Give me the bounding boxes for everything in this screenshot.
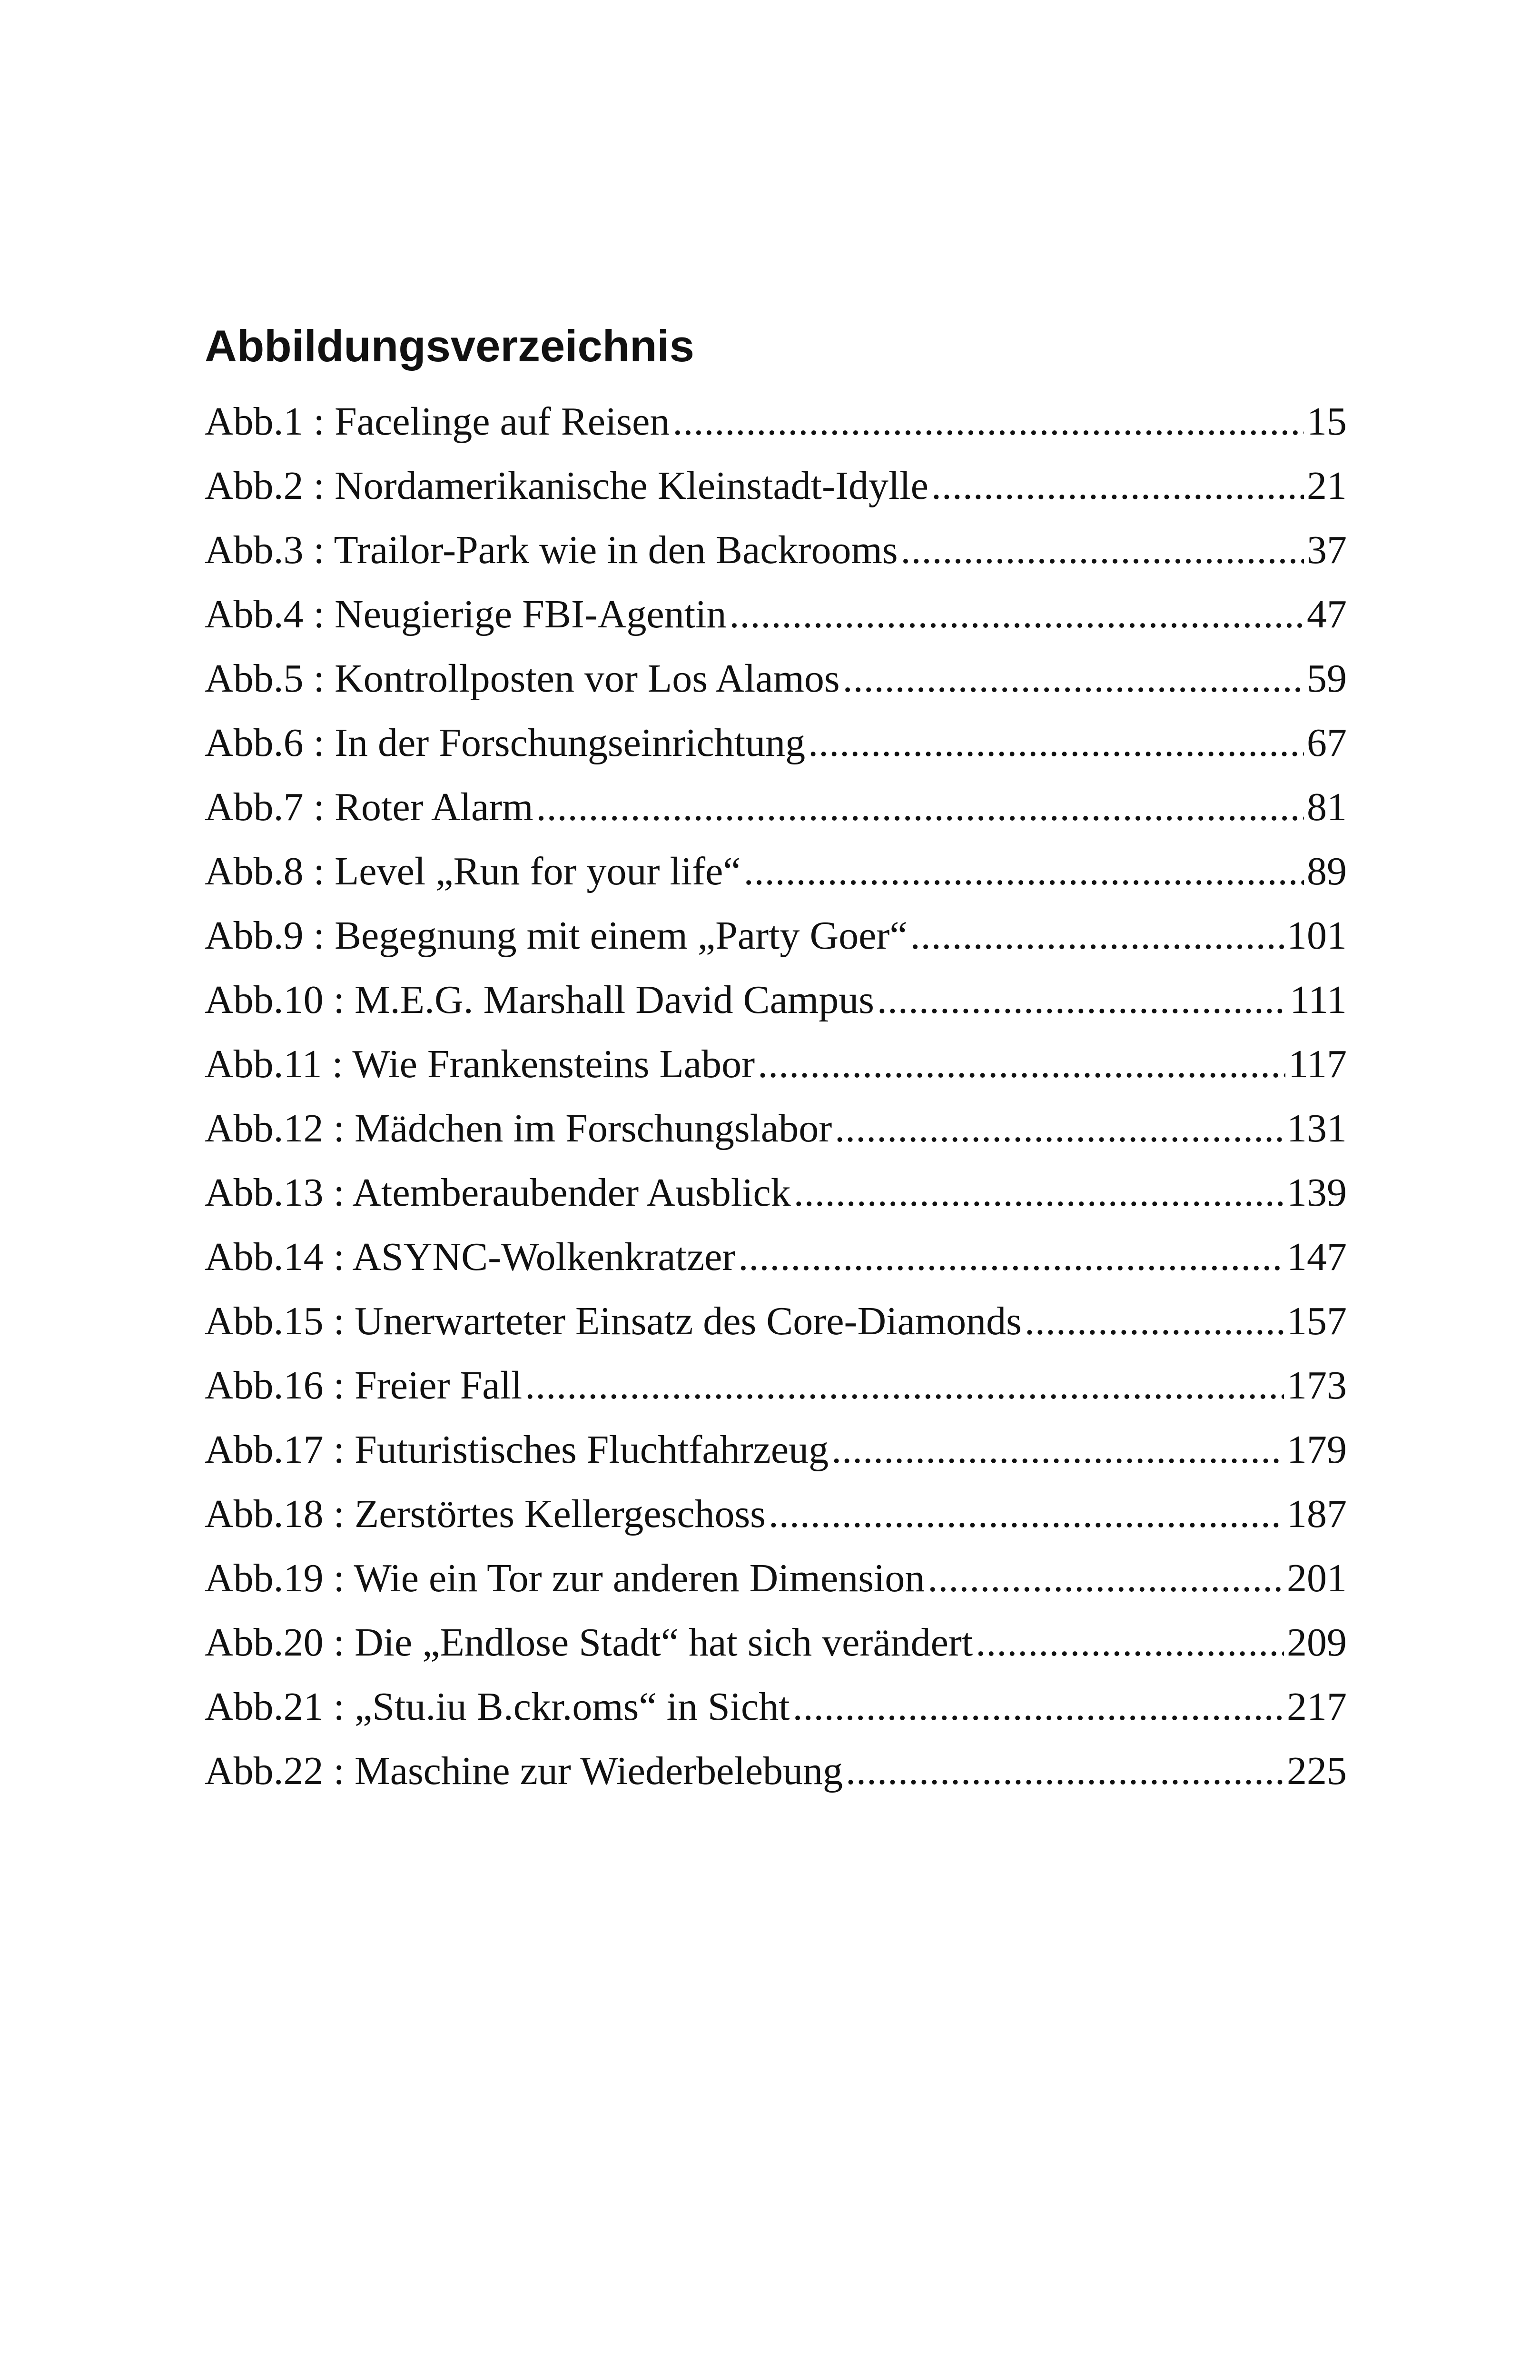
- entry-page-number: 131: [1287, 1106, 1347, 1150]
- entry-page-number: 21: [1307, 464, 1347, 508]
- entry-page-number: 67: [1307, 721, 1347, 765]
- entry-page-number: 187: [1287, 1492, 1347, 1536]
- list-item: [205, 1289, 1347, 1353]
- dot-leader: [843, 646, 1304, 711]
- entry-label: Abb.3 : Trailor-Park wie in den Backrooms: [205, 528, 898, 572]
- entry-page-number: 47: [1307, 592, 1347, 636]
- dot-leader: [931, 454, 1304, 518]
- dot-leader: [846, 1739, 1284, 1803]
- entry-page-number: 201: [1287, 1556, 1347, 1600]
- list-item: [205, 646, 1347, 711]
- dot-leader: [1025, 1289, 1284, 1353]
- entry-label: Abb.1 : Facelinge auf Reisen: [205, 399, 670, 444]
- entry-page-number: 147: [1287, 1235, 1347, 1279]
- entry-page-number: 225: [1287, 1749, 1347, 1793]
- entry-label: Abb.4 : Neugierige FBI-Agentin: [205, 592, 727, 636]
- dot-leader: [901, 518, 1304, 582]
- dot-leader: [877, 968, 1287, 1032]
- entry-label: Abb.21 : „Stu.iu B.ckr.oms“ in Sicht: [205, 1685, 790, 1729]
- dot-leader: [672, 389, 1304, 454]
- entry-label: Abb.15 : Unerwarteter Einsatz des Core-Diamonds: [205, 1299, 1022, 1343]
- entry-page-number: 59: [1307, 656, 1347, 701]
- entry-label: Abb.9 : Begegnung mit einem „Party Goer“: [205, 913, 908, 958]
- list-item: [205, 1096, 1347, 1160]
- entry-label: Abb.17 : Futuristisches Fluchtfahrzeug: [205, 1428, 829, 1472]
- entry-label: Abb.11 : Wie Frankensteins Labor: [205, 1042, 755, 1086]
- dot-leader: [758, 1032, 1285, 1096]
- entry-page-number: 37: [1307, 528, 1347, 572]
- entry-page-number: 173: [1287, 1363, 1347, 1408]
- entry-label: Abb.5 : Kontrollposten vor Los Alamos: [205, 656, 840, 701]
- dot-leader: [928, 1546, 1284, 1610]
- list-item: [205, 1482, 1347, 1546]
- dot-leader: [910, 903, 1284, 968]
- dot-leader: [794, 1160, 1284, 1225]
- dot-leader: [744, 839, 1304, 903]
- entry-label: Abb.16 : Freier Fall: [205, 1363, 523, 1408]
- entry-label: Abb.13 : Atemberaubender Ausblick: [205, 1170, 791, 1215]
- dot-leader: [976, 1610, 1284, 1675]
- list-item: [205, 1610, 1347, 1675]
- dot-leader: [729, 582, 1304, 646]
- dot-leader: [831, 1418, 1284, 1482]
- entry-page-number: 217: [1287, 1685, 1347, 1729]
- list-item: [205, 389, 1347, 454]
- list-item: [205, 1418, 1347, 1482]
- entry-label: Abb.6 : In der Forschungseinrichtung: [205, 721, 806, 765]
- dot-leader: [793, 1675, 1284, 1739]
- entry-page-number: 81: [1307, 785, 1347, 829]
- list-item: [205, 903, 1347, 968]
- list-item: [205, 1739, 1347, 1803]
- list-item: [205, 839, 1347, 903]
- entry-label: Abb.8 : Level „Run for your life“: [205, 849, 741, 893]
- entry-label: Abb.14 : ASYNC-Wolkenkratzer: [205, 1235, 736, 1279]
- list-item: [205, 454, 1347, 518]
- page-title: Abbildungsverzeichnis: [205, 321, 694, 371]
- dot-leader: [808, 711, 1304, 775]
- entry-page-number: 15: [1307, 399, 1347, 444]
- list-item: [205, 1353, 1347, 1418]
- entry-page-number: 179: [1287, 1428, 1347, 1472]
- entry-label: Abb.19 : Wie ein Tor zur anderen Dimension: [205, 1556, 925, 1600]
- entry-label: Abb.20 : Die „Endlose Stadt“ hat sich verändert: [205, 1620, 973, 1665]
- list-item: [205, 1675, 1347, 1739]
- figure-index-page: [205, 321, 1347, 1803]
- list-item: [205, 1032, 1347, 1096]
- entry-page-number: 117: [1288, 1042, 1347, 1086]
- list-item: [205, 1225, 1347, 1289]
- dot-leader: [738, 1225, 1284, 1289]
- entry-page-number: 157: [1287, 1299, 1347, 1343]
- dot-leader: [769, 1482, 1284, 1546]
- entry-page-number: 89: [1307, 849, 1347, 893]
- dot-leader: [835, 1096, 1284, 1160]
- list-item: [205, 968, 1347, 1032]
- list-item: [205, 1546, 1347, 1610]
- entry-label: Abb.12 : Mädchen im Forschungslabor: [205, 1106, 832, 1150]
- entry-label: Abb.22 : Maschine zur Wiederbelebung: [205, 1749, 843, 1793]
- entry-label: Abb.18 : Zerstörtes Kellergeschoss: [205, 1492, 766, 1536]
- list-item: [205, 582, 1347, 646]
- list-item: [205, 711, 1347, 775]
- entry-label: Abb.10 : M.E.G. Marshall David Campus: [205, 978, 874, 1022]
- list-item: [205, 1160, 1347, 1225]
- list-item: [205, 518, 1347, 582]
- entry-page-number: 209: [1287, 1620, 1347, 1665]
- entry-page-number: 101: [1287, 913, 1347, 958]
- dot-leader: [525, 1353, 1284, 1418]
- figure-list: [205, 389, 1347, 1803]
- entry-page-number: 111: [1290, 978, 1347, 1022]
- entry-label: Abb.2 : Nordamerikanische Kleinstadt-Idylle: [205, 464, 928, 508]
- list-item: [205, 775, 1347, 839]
- entry-label: Abb.7 : Roter Alarm: [205, 785, 533, 829]
- dot-leader: [536, 775, 1304, 839]
- entry-page-number: 139: [1287, 1170, 1347, 1215]
